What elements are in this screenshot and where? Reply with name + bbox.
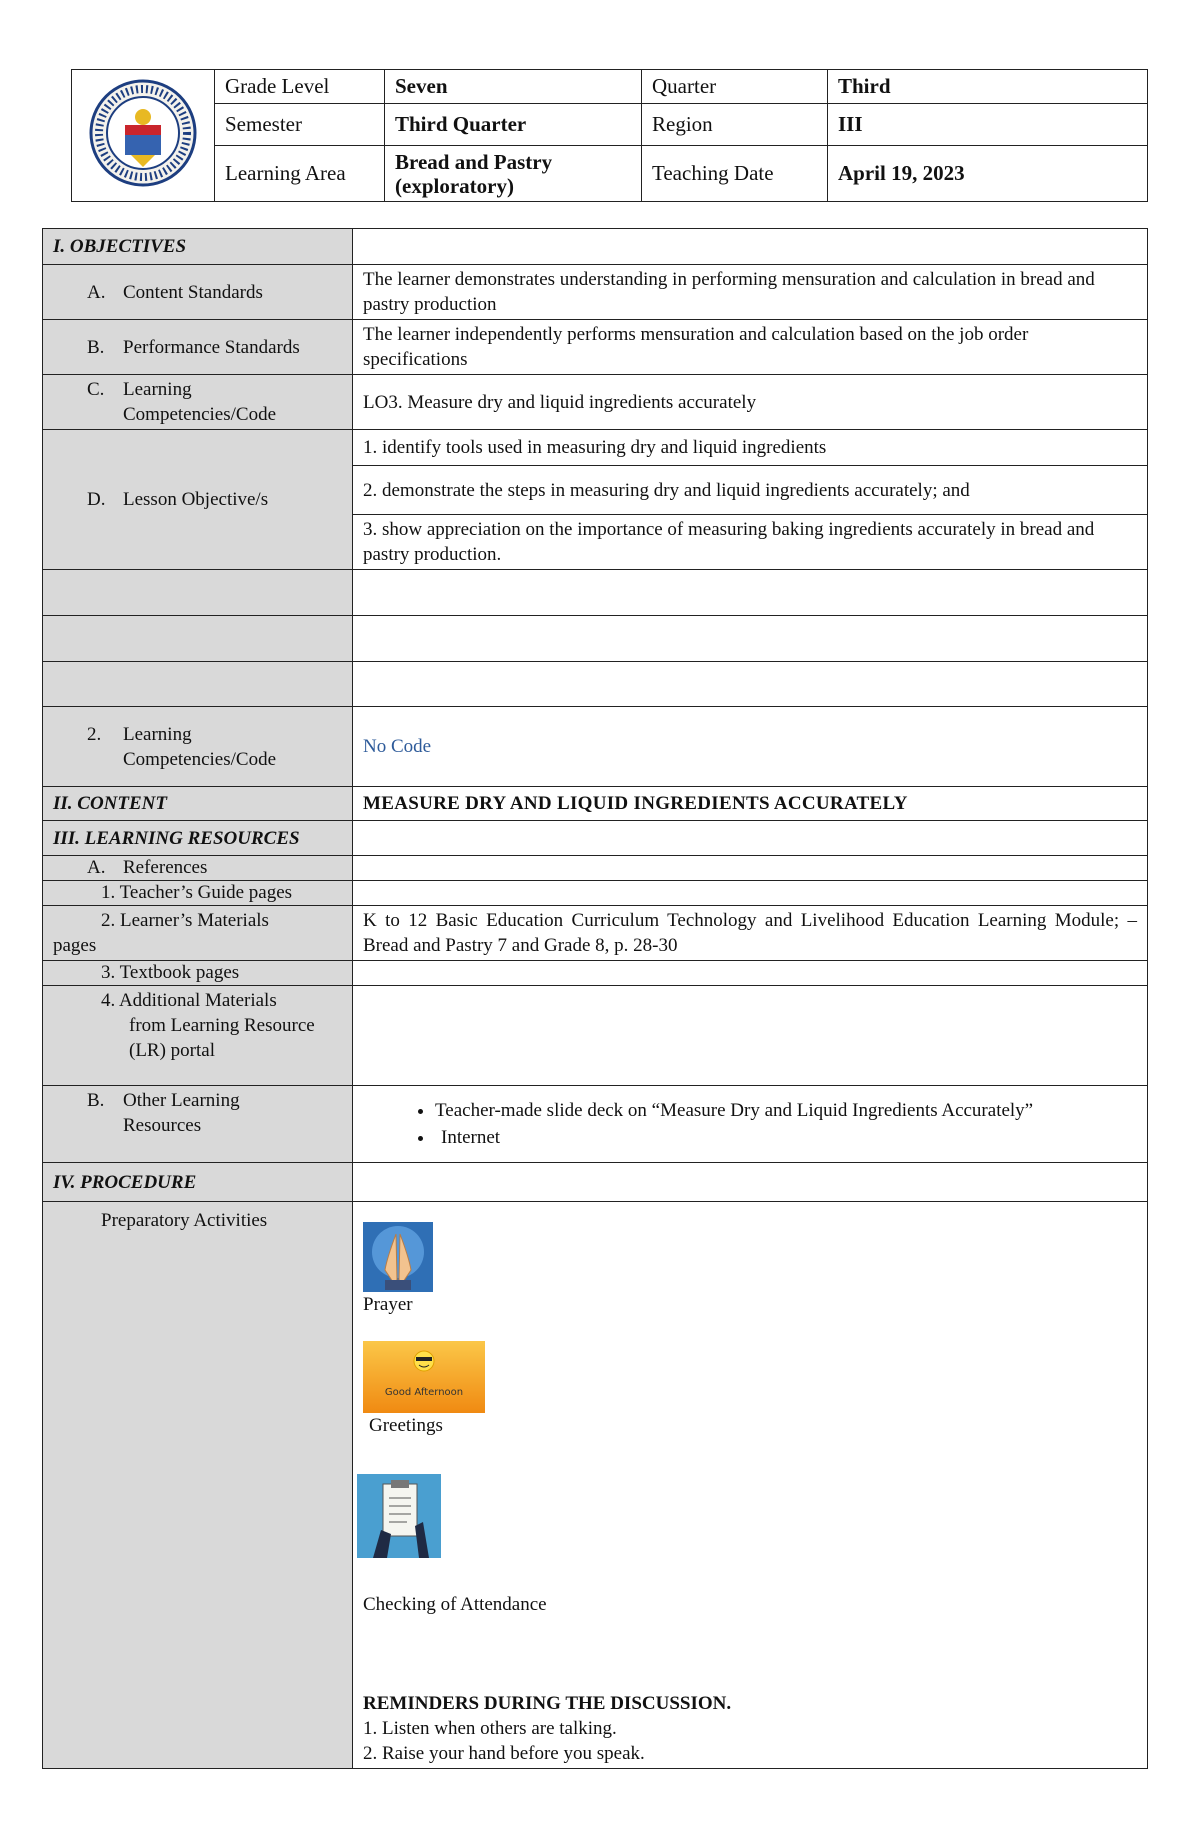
lesson-objective-3: 3. show appreciation on the importance of measuring baking ingredients accurately in bread and pastry production. <box>353 515 1148 570</box>
semester-label: Semester <box>215 104 385 146</box>
reminders-title: REMINDERS DURING THE DISCUSSION. <box>363 1693 732 1714</box>
resources-empty <box>353 821 1148 856</box>
content-value: MEASURE DRY AND LIQUID INGREDIENTS ACCURATELY <box>353 787 1148 821</box>
content-standards-label: A. Content Standards <box>43 265 353 320</box>
blank-label-3 <box>43 662 353 707</box>
procedure-heading: IV. PROCEDURE <box>43 1163 353 1202</box>
textbook-value <box>353 961 1148 986</box>
preparatory-activities-label: Preparatory Activities <box>43 1202 353 1769</box>
grade-level-label: Grade Level <box>215 70 385 104</box>
teaching-date-value: April 19, 2023 <box>828 146 1148 202</box>
lesson-objectives-label: D. Lesson Objective/s <box>43 430 353 570</box>
learners-materials-label: 2. Learner’s Materials pages <box>43 906 353 961</box>
content-heading: II. CONTENT <box>43 787 353 821</box>
deped-seal-icon <box>85 77 201 189</box>
learning-competencies-2-value: No Code <box>353 707 1148 787</box>
learning-area-label: Learning Area <box>215 146 385 202</box>
quarter-value: Third <box>828 70 1148 104</box>
reminder-item: 2. Raise your hand before you speak. <box>363 1743 645 1764</box>
teaching-date-label: Teaching Date <box>642 146 828 202</box>
learners-materials-value: K to 12 Basic Education Curriculum Technology and Livelihood Education Learning Module; – Bread and Pastry 7 and Grade 8, p. 28-30 <box>353 906 1148 961</box>
learning-competencies-label: C. Learning Competencies/Code <box>43 375 353 430</box>
attendance-clipboard-icon <box>357 1474 441 1558</box>
objectives-heading: I. OBJECTIVES <box>43 229 353 265</box>
other-resources-label: B. Other Learning Resources <box>43 1086 353 1163</box>
performance-standards-value: The learner independently performs mensuration and calculation based on the job order specifications <box>353 320 1148 375</box>
teachers-guide-label: 1. Teacher’s Guide pages <box>43 881 353 906</box>
learning-competencies-value: LO3. Measure dry and liquid ingredients accurately <box>353 375 1148 430</box>
resources-heading: III. LEARNING RESOURCES <box>43 821 353 856</box>
objectives-empty <box>353 229 1148 265</box>
blank-label-2 <box>43 616 353 662</box>
blank-label-1 <box>43 570 353 616</box>
quarter-label: Quarter <box>642 70 828 104</box>
learning-competencies-2-label: 2. Learning Competencies/Code <box>43 707 353 787</box>
lesson-objective-2: 2. demonstrate the steps in measuring dry and liquid ingredients accurately; and <box>353 466 1148 515</box>
learning-area-value: Bread and Pastry (exploratory) <box>385 146 642 202</box>
grade-level-value: Seven <box>385 70 642 104</box>
reminder-item: 1. Listen when others are talking. <box>363 1718 617 1739</box>
content-standards-value: The learner demonstrates understanding in performing mensuration and calculation in bread and pastry production <box>353 265 1148 320</box>
lesson-plan-table <box>42 228 1148 1769</box>
blank-value-1 <box>353 570 1148 616</box>
region-value: III <box>828 104 1148 146</box>
semester-value: Third Quarter <box>385 104 642 146</box>
blank-value-2 <box>353 616 1148 662</box>
preparatory-activities-content <box>353 1202 1148 1769</box>
prayer-hands-icon <box>363 1222 433 1292</box>
textbook-label: 3. Textbook pages <box>43 961 353 986</box>
region-label: Region <box>642 104 828 146</box>
teachers-guide-value <box>353 881 1148 906</box>
svg-text:Good Afternoon: Good Afternoon <box>384 1387 464 1398</box>
logo-cell <box>72 70 215 202</box>
blank-value-3 <box>353 662 1148 707</box>
prayer-caption: Prayer <box>363 1294 413 1315</box>
other-resource-item: • Teacher-made slide deck on “Measure Dry and Liquid Ingredients Accurately” <box>435 1098 1137 1123</box>
additional-materials-value <box>353 986 1148 1086</box>
other-resource-item: • Internet <box>435 1125 1137 1150</box>
references-label: A. References <box>43 856 353 881</box>
references-value <box>353 856 1148 881</box>
lesson-objective-1: 1. identify tools used in measuring dry and liquid ingredients <box>353 430 1148 466</box>
procedure-empty <box>353 1163 1148 1202</box>
attendance-caption: Checking of Attendance <box>363 1594 547 1615</box>
good-afternoon-sun-icon <box>363 1341 485 1413</box>
additional-materials-label: 4. Additional Materials from Learning Resource (LR) portal <box>43 986 353 1086</box>
greetings-caption: Greetings <box>369 1415 443 1436</box>
header-table <box>71 69 1148 202</box>
other-resources-value <box>353 1086 1148 1163</box>
performance-standards-label: B. Performance Standards <box>43 320 353 375</box>
